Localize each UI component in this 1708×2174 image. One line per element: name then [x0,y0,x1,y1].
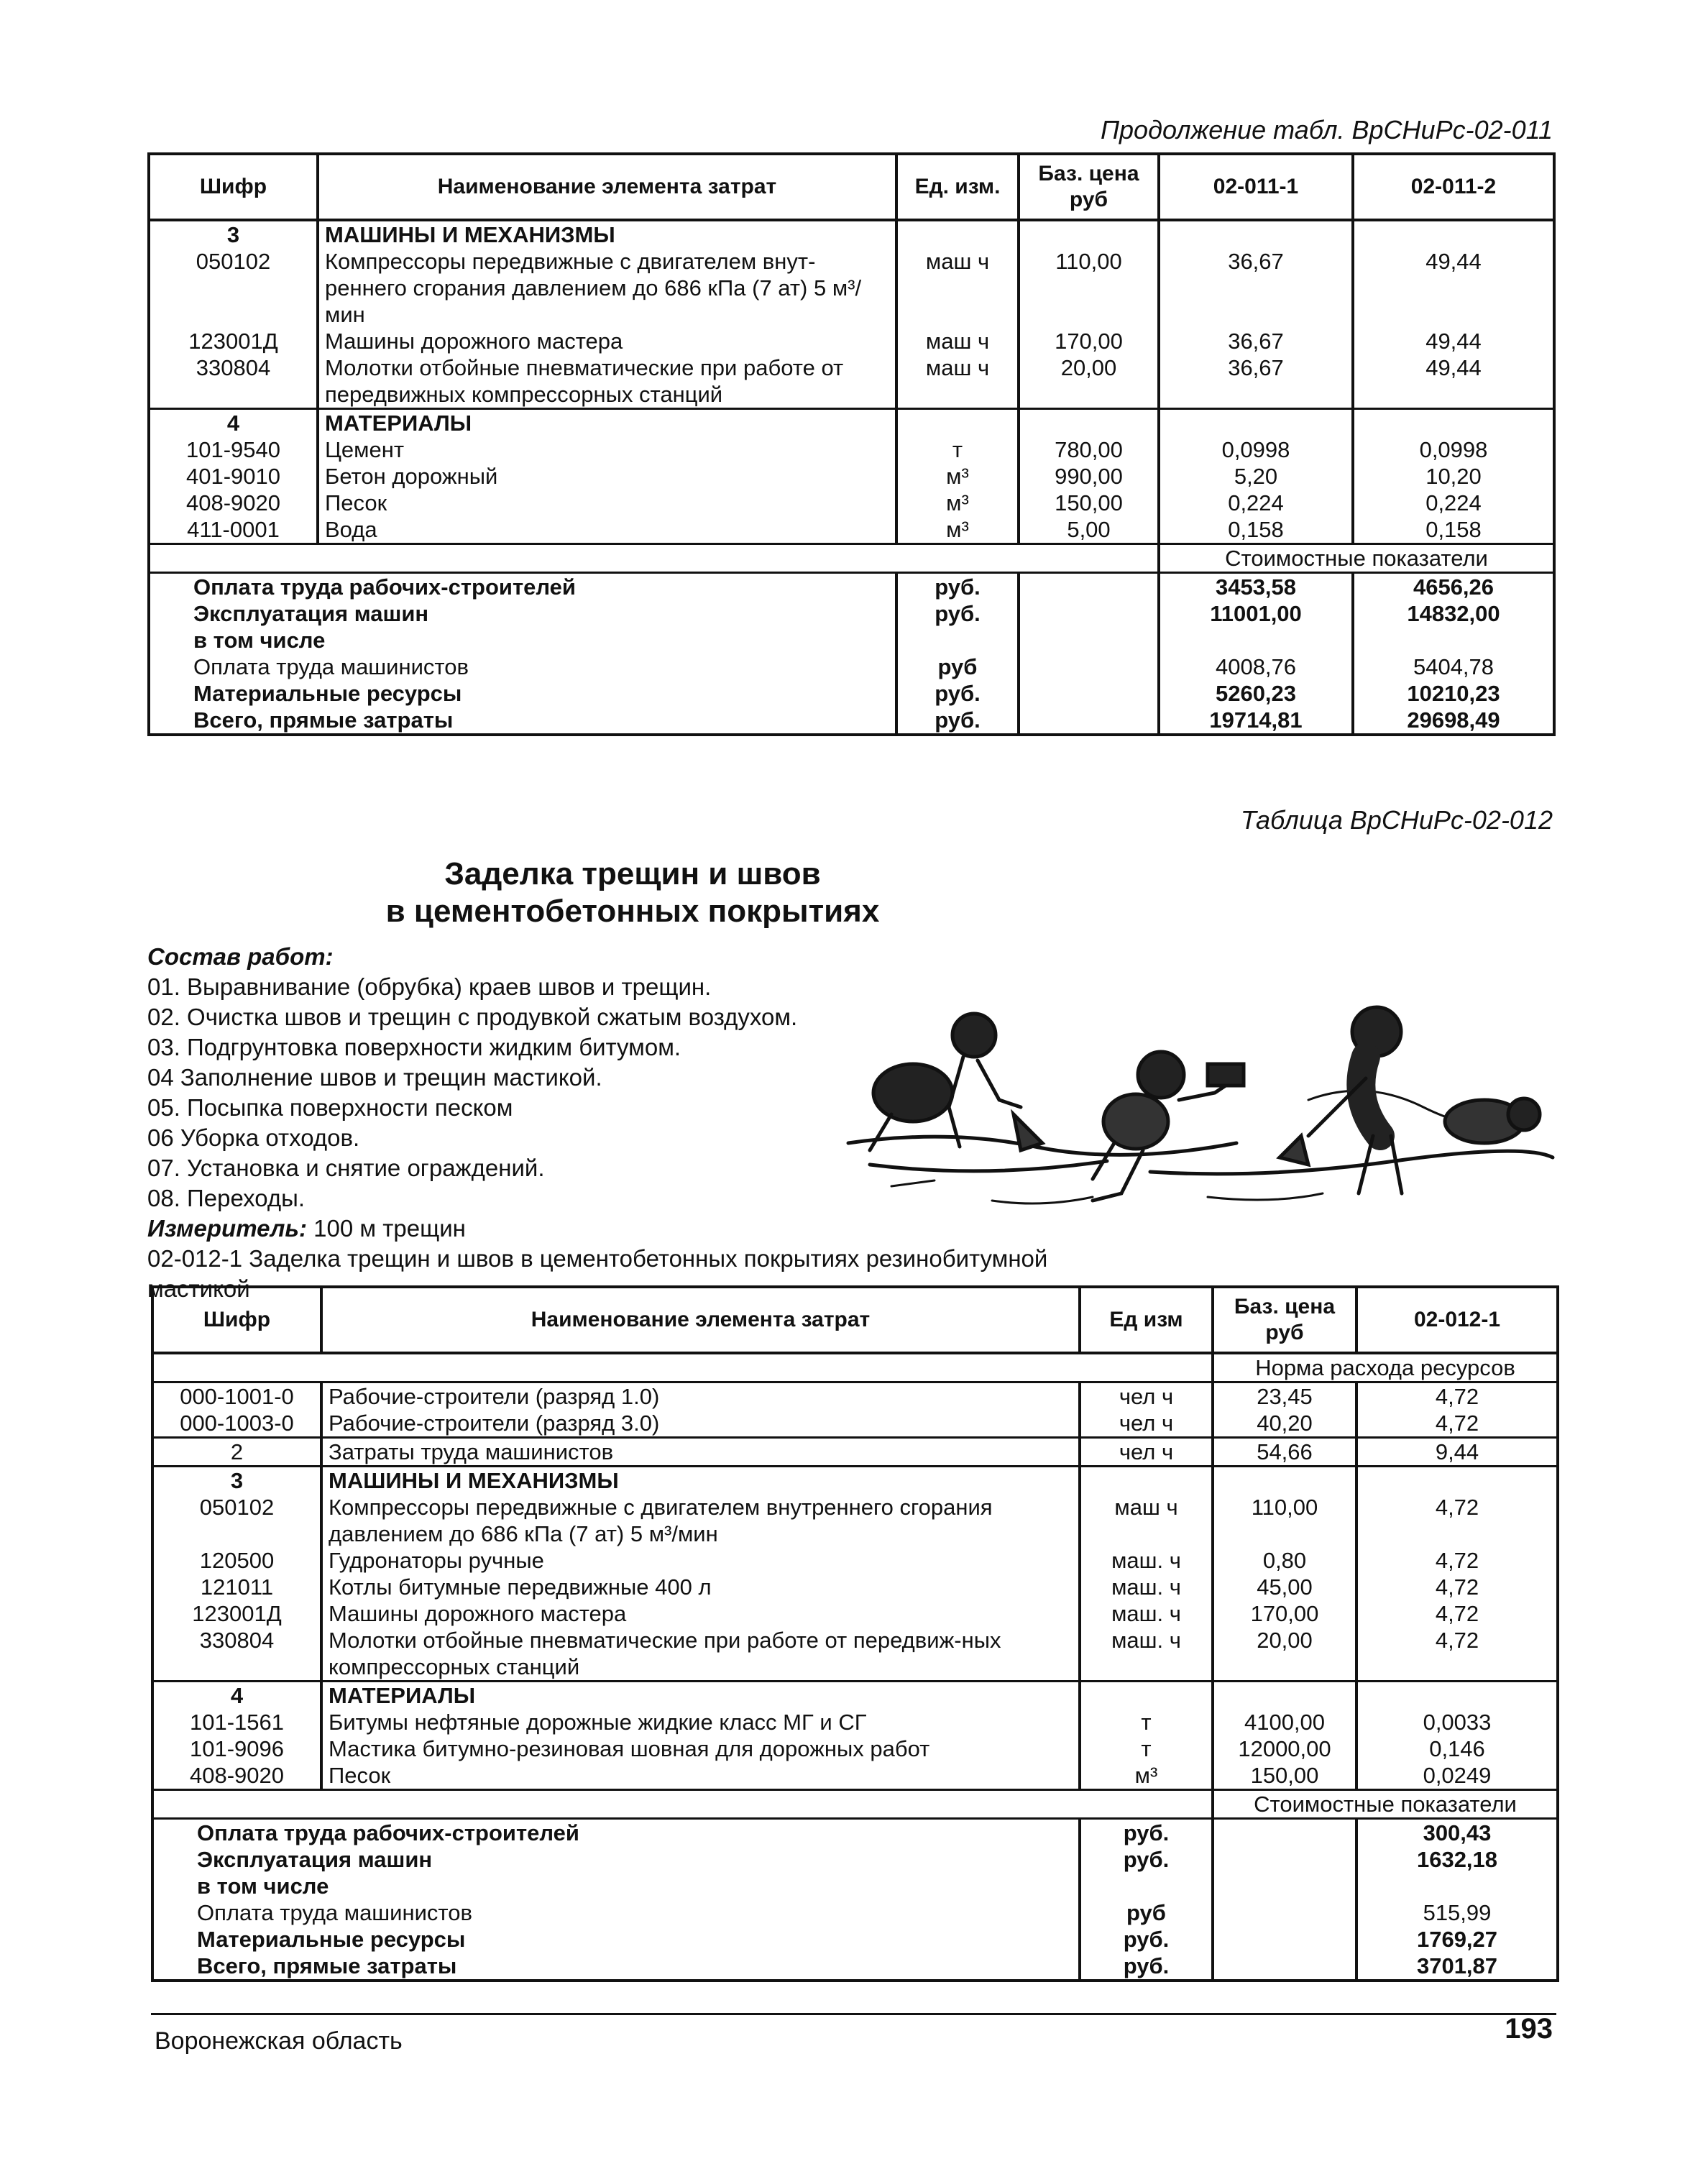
cell-unit [1080,1682,1213,1710]
cost-unit: руб. [1080,1926,1213,1953]
cell-price: 4100,00 [1213,1709,1356,1735]
work-item: 06 Уборка отходов. [147,1124,360,1151]
cell-col1: 0,146 [1356,1735,1558,1762]
cost-header-row [149,544,1554,573]
norm-header-row [152,1353,1558,1382]
work-item: 03. Подгрунтовка поверхности жидким битумом. [147,1034,681,1060]
cell-col2: 49,44 [1353,328,1554,354]
cost-col1: 3453,58 [1159,573,1353,601]
cell-col2 [1353,220,1554,248]
cell-price: 12000,00 [1213,1735,1356,1762]
cost-col2: 5404,78 [1353,653,1554,680]
cell-col1: 36,67 [1159,354,1353,409]
cell-price: 20,00 [1213,1627,1356,1682]
cell-code: 000-1001-0 [152,1382,321,1411]
cell-price: 990,00 [1019,463,1159,490]
cell-price: 110,00 [1213,1494,1356,1547]
cost-unit: руб. [896,680,1019,707]
work-item: 05. Посыпка поверхности песком [147,1094,513,1121]
cell-code: 401-9010 [149,463,318,490]
cell-col1: 4,72 [1356,1627,1558,1682]
section-title: МАТЕРИАЛЫ [318,409,896,437]
cost-row [152,1846,1558,1873]
cost-unit [1080,1873,1213,1899]
cost-unit: руб [1080,1899,1213,1926]
cell-col1: 0,0249 [1356,1762,1558,1790]
worker-2 [1093,1052,1244,1201]
cell-unit: маш ч [896,354,1019,409]
table1-header-row [149,154,1554,220]
cost-row [152,1819,1558,1847]
workers-illustration [805,992,1560,1229]
cell-name: Котлы битумные передвижные 400 л [321,1574,1080,1600]
cell-col1: 0,224 [1159,490,1353,516]
cost-col1 [1356,1873,1558,1899]
cost-name: в том числе [152,1873,1080,1899]
cell-unit: маш. ч [1080,1574,1213,1600]
cell-col2: 0,0998 [1353,436,1554,463]
cell-price: 20,00 [1019,354,1159,409]
cost-col1: 11001,00 [1159,600,1353,627]
cell-unit: маш. ч [1080,1627,1213,1682]
cell-unit: м³ [896,490,1019,516]
cell-name: Компрессоры передвижные с двигателем внут-реннего сгорания давлением до 686 кПа (7 ат) 5 м³/мин [318,248,896,328]
table-row [149,248,1554,328]
cost-price [1019,653,1159,680]
cell-unit: м³ [896,516,1019,544]
cell-col1 [1356,1467,1558,1495]
table1-body [149,220,1554,735]
cell-unit: м³ [896,463,1019,490]
works-label: Состав работ: [147,943,334,970]
cost-unit: руб. [896,600,1019,627]
cost-row [152,1953,1558,1981]
header-price: Баз. цена руб [1019,154,1159,220]
cell-name: Бетон дорожный [318,463,896,490]
cell-unit: маш ч [896,328,1019,354]
cost-unit: руб. [1080,1846,1213,1873]
table2-body [152,1353,1558,1981]
cell-col1 [1159,220,1353,248]
table-row [152,1627,1558,1682]
cost-row [152,1926,1558,1953]
cost-row [152,1899,1558,1926]
table1-caption: Продолжение табл. ВрСНиРс-02-011 [1100,115,1553,145]
table-row [149,436,1554,463]
cell-price: 170,00 [1213,1600,1356,1627]
worker-4 [1445,1099,1540,1143]
cost-name: Оплата труда рабочих-строителей [149,573,896,601]
cost-price [1213,1899,1356,1926]
work-item: 04 Заполнение швов и трещин мастикой. [147,1064,602,1091]
cell-col2: 10,20 [1353,463,1554,490]
cell-col1: 4,72 [1356,1600,1558,1627]
cost-price [1213,1819,1356,1847]
cost-name: Эксплуатация машин [152,1846,1080,1873]
cell-unit: маш. ч [1080,1547,1213,1574]
cell-col2: 0,224 [1353,490,1554,516]
cell-unit: маш. ч [1080,1600,1213,1627]
header-col2: 02-011-2 [1353,154,1554,220]
cell-col1: 4,72 [1356,1410,1558,1438]
cost-col1: 4008,76 [1159,653,1353,680]
cell-price: 780,00 [1019,436,1159,463]
cell-col1: 9,44 [1356,1438,1558,1467]
cost-col2: 29698,49 [1353,707,1554,735]
cell-name: Мастика битумно-резиновая шовная для дорожных работ [321,1735,1080,1762]
cost-col1: 1632,18 [1356,1846,1558,1873]
cell-unit: т [1080,1735,1213,1762]
cell-name: Битумы нефтяные дорожные жидкие класс МГ и СГ [321,1709,1080,1735]
cost-row [149,627,1554,653]
cost-col1 [1159,627,1353,653]
table-row [152,1762,1558,1790]
cell-price [1019,220,1159,248]
cost-price [1019,707,1159,735]
table-row [152,1709,1558,1735]
cost-unit: руб. [1080,1819,1213,1847]
cell-name: Компрессоры передвижные с двигателем внутреннего сгорания давлением до 686 кПа (7 ат) 5 м³/мин [321,1494,1080,1547]
cell-code: 408-9020 [149,490,318,516]
section-title [273,856,992,930]
cost-col1: 19714,81 [1159,707,1353,735]
cost-unit: руб [896,653,1019,680]
cost-col1: 515,99 [1356,1899,1558,1926]
cell-price [1019,409,1159,437]
section-title: МАШИНЫ И МЕХАНИЗМЫ [321,1467,1080,1495]
work-item: 07. Установка и снятие ограждений. [147,1155,545,1181]
section-header-row [149,220,1554,248]
cell-unit: маш ч [896,248,1019,328]
table-row [149,463,1554,490]
section-code: 3 [152,1467,321,1495]
section-code: 4 [152,1682,321,1710]
header-name: Наименование элемента затрат [318,154,896,220]
section-title-line1: Заделка трещин и швов [444,856,821,891]
cell-code: 050102 [149,248,318,328]
cell-unit: м³ [1080,1762,1213,1790]
table-row [149,328,1554,354]
section-header-row [152,1682,1558,1710]
cost-row [149,680,1554,707]
cost-price [1019,627,1159,653]
cell-name: Молотки отбойные пневматические при работе от передвижных компрессорных станций [318,354,896,409]
table-row [152,1494,1558,1547]
cell-col1 [1356,1682,1558,1710]
cell-price: 40,20 [1213,1410,1356,1438]
cell-price: 150,00 [1019,490,1159,516]
cost-header: Стоимостные показатели [1213,1790,1558,1819]
cost-col1: 3701,87 [1356,1953,1558,1981]
cell-price: 150,00 [1213,1762,1356,1790]
cell-price [1213,1467,1356,1495]
section-header-row [149,409,1554,437]
cell-name: Рабочие-строители (разряд 1.0) [321,1382,1080,1411]
table-row [152,1600,1558,1627]
cell-col1: 36,67 [1159,328,1353,354]
cell-col1: 36,67 [1159,248,1353,328]
header-unit: Ед изм [1080,1287,1213,1353]
table-row [149,354,1554,409]
table2-header-row [152,1287,1558,1353]
cost-header: Стоимостные показатели [1159,544,1554,573]
cell-code: 000-1003-0 [152,1410,321,1438]
cell-code: 330804 [149,354,318,409]
cost-price [1213,1873,1356,1899]
cost-col2: 14832,00 [1353,600,1554,627]
cost-unit: руб. [896,707,1019,735]
table-row [149,516,1554,544]
cell-name: Песок [318,490,896,516]
cost-name: Оплата труда машинистов [149,653,896,680]
cost-row [149,653,1554,680]
labor-row [152,1410,1558,1438]
table-row [149,490,1554,516]
cell-name: Машины дорожного мастера [318,328,896,354]
cell-price [1213,1682,1356,1710]
header-unit: Ед. изм. [896,154,1019,220]
header-col1: 02-012-1 [1356,1287,1558,1353]
table2-caption: Таблица ВрСНиРс-02-012 [1240,805,1553,835]
cell-name: Цемент [318,436,896,463]
cost-name: Материальные ресурсы [152,1926,1080,1953]
cell-col1: 5,20 [1159,463,1353,490]
table2 [151,1285,1559,1982]
cost-col2: 10210,23 [1353,680,1554,707]
cost-name: Материальные ресурсы [149,680,896,707]
cell-code: 330804 [152,1627,321,1682]
meter-label: Измеритель: [147,1215,307,1242]
cell-unit [896,220,1019,248]
cell-col1: 4,72 [1356,1494,1558,1547]
cell-price: 54,66 [1213,1438,1356,1467]
cost-name: Эксплуатация машин [149,600,896,627]
work-item: 08. Переходы. [147,1185,305,1211]
footer-rule [151,2013,1556,2015]
cell-price: 45,00 [1213,1574,1356,1600]
table-row [152,1547,1558,1574]
cell-blank [149,544,1159,573]
cell-name: Машины дорожного мастера [321,1600,1080,1627]
header-col1: 02-011-1 [1159,154,1353,220]
norm-header: Норма расхода ресурсов [1213,1353,1558,1382]
section-code: 4 [149,409,318,437]
cell-price: 23,45 [1213,1382,1356,1411]
cell-col1: 0,0998 [1159,436,1353,463]
meter-value: 100 м трещин [313,1215,466,1242]
labor-row [152,1382,1558,1411]
cost-row [149,573,1554,601]
cell-col2: 0,158 [1353,516,1554,544]
table-row [152,1735,1558,1762]
cell-unit: чел ч [1080,1410,1213,1438]
footer-region: Воронежская область [155,2027,403,2055]
cell-col1: 0,0033 [1356,1709,1558,1735]
section-header-row [152,1467,1558,1495]
cell-blank [152,1353,1213,1382]
section-code: 3 [149,220,318,248]
cell-name: Молотки отбойные пневматические при работе от передвиж-ных компрессорных станций [321,1627,1080,1682]
worker-3 [1280,1007,1402,1193]
cost-price [1213,1953,1356,1981]
cell-unit: т [1080,1709,1213,1735]
cost-unit [896,627,1019,653]
cell-code: 050102 [152,1494,321,1547]
cell-code: 101-1561 [152,1709,321,1735]
page-number: 193 [1505,2013,1553,2045]
work-item: 01. Выравнивание (обрубка) краев швов и трещин. [147,973,712,1000]
cell-unit: маш ч [1080,1494,1213,1547]
cost-unit: руб. [896,573,1019,601]
cell-col1 [1159,409,1353,437]
cost-name: Оплата труда рабочих-строителей [152,1819,1080,1847]
cost-header-row [152,1790,1558,1819]
cost-name: Всего, прямые затраты [152,1953,1080,1981]
cell-name: Рабочие-строители (разряд 3.0) [321,1410,1080,1438]
header-price: Баз. цена руб [1213,1287,1356,1353]
cell-name: Песок [321,1762,1080,1790]
cell-code: 120500 [152,1547,321,1574]
section-title: МАШИНЫ И МЕХАНИЗМЫ [318,220,896,248]
cell-code: 101-9540 [149,436,318,463]
cell-col1: 4,72 [1356,1547,1558,1574]
cell-unit: т [896,436,1019,463]
header-code: Шифр [149,154,318,220]
cell-price: 5,00 [1019,516,1159,544]
worker-1 [870,1014,1042,1150]
cell-col1: 4,72 [1356,1382,1558,1411]
cell-code: 123001Д [152,1600,321,1627]
header-name: Наименование элемента затрат [321,1287,1080,1353]
cost-col2 [1353,627,1554,653]
cell-code: 408-9020 [152,1762,321,1790]
cell-col2: 49,44 [1353,354,1554,409]
cost-name: Всего, прямые затраты [149,707,896,735]
cell-col2 [1353,409,1554,437]
cell-unit [896,409,1019,437]
cell-price: 0,80 [1213,1547,1356,1574]
cost-col1: 1769,27 [1356,1926,1558,1953]
cell-unit: чел ч [1080,1438,1213,1467]
cell-price: 170,00 [1019,328,1159,354]
cell-code: 121011 [152,1574,321,1600]
cost-price [1019,680,1159,707]
cell-unit: чел ч [1080,1382,1213,1411]
cost-price [1019,573,1159,601]
cell-code: 123001Д [149,328,318,354]
cell-col1: 0,158 [1159,516,1353,544]
cell-col2: 49,44 [1353,248,1554,328]
cost-price [1213,1846,1356,1873]
cell-code: 411-0001 [149,516,318,544]
cost-name: Оплата труда машинистов [152,1899,1080,1926]
cost-row [149,600,1554,627]
cost-col2: 4656,26 [1353,573,1554,601]
cost-row [152,1873,1558,1899]
cell-blank [152,1790,1213,1819]
cost-col1: 300,43 [1356,1819,1558,1847]
cell-unit [1080,1467,1213,1495]
section-title-line2: в цементобетонных покрытиях [385,894,880,929]
cell-name: Затраты труда машинистов [321,1438,1080,1467]
work-item: 02. Очистка швов и трещин с продувкой сжатым воздухом. [147,1004,798,1030]
item-line: 02-012-1 Заделка трещин и швов в цементобетонных покрытиях резинобитумной мастикой [147,1245,1048,1302]
cost-price [1019,600,1159,627]
cell-price: 110,00 [1019,248,1159,328]
cost-name: в том числе [149,627,896,653]
cell-code: 2 [152,1438,321,1467]
cell-name: Гудронаторы ручные [321,1547,1080,1574]
cell-code: 101-9096 [152,1735,321,1762]
cell-col1: 4,72 [1356,1574,1558,1600]
cost-price [1213,1926,1356,1953]
table1 [147,152,1556,736]
header-code: Шифр [152,1287,321,1353]
operators-row [152,1438,1558,1467]
section-title: МАТЕРИАЛЫ [321,1682,1080,1710]
cost-row [149,707,1554,735]
cost-col1: 5260,23 [1159,680,1353,707]
cell-name: Вода [318,516,896,544]
table-row [152,1574,1558,1600]
cost-unit: руб. [1080,1953,1213,1981]
